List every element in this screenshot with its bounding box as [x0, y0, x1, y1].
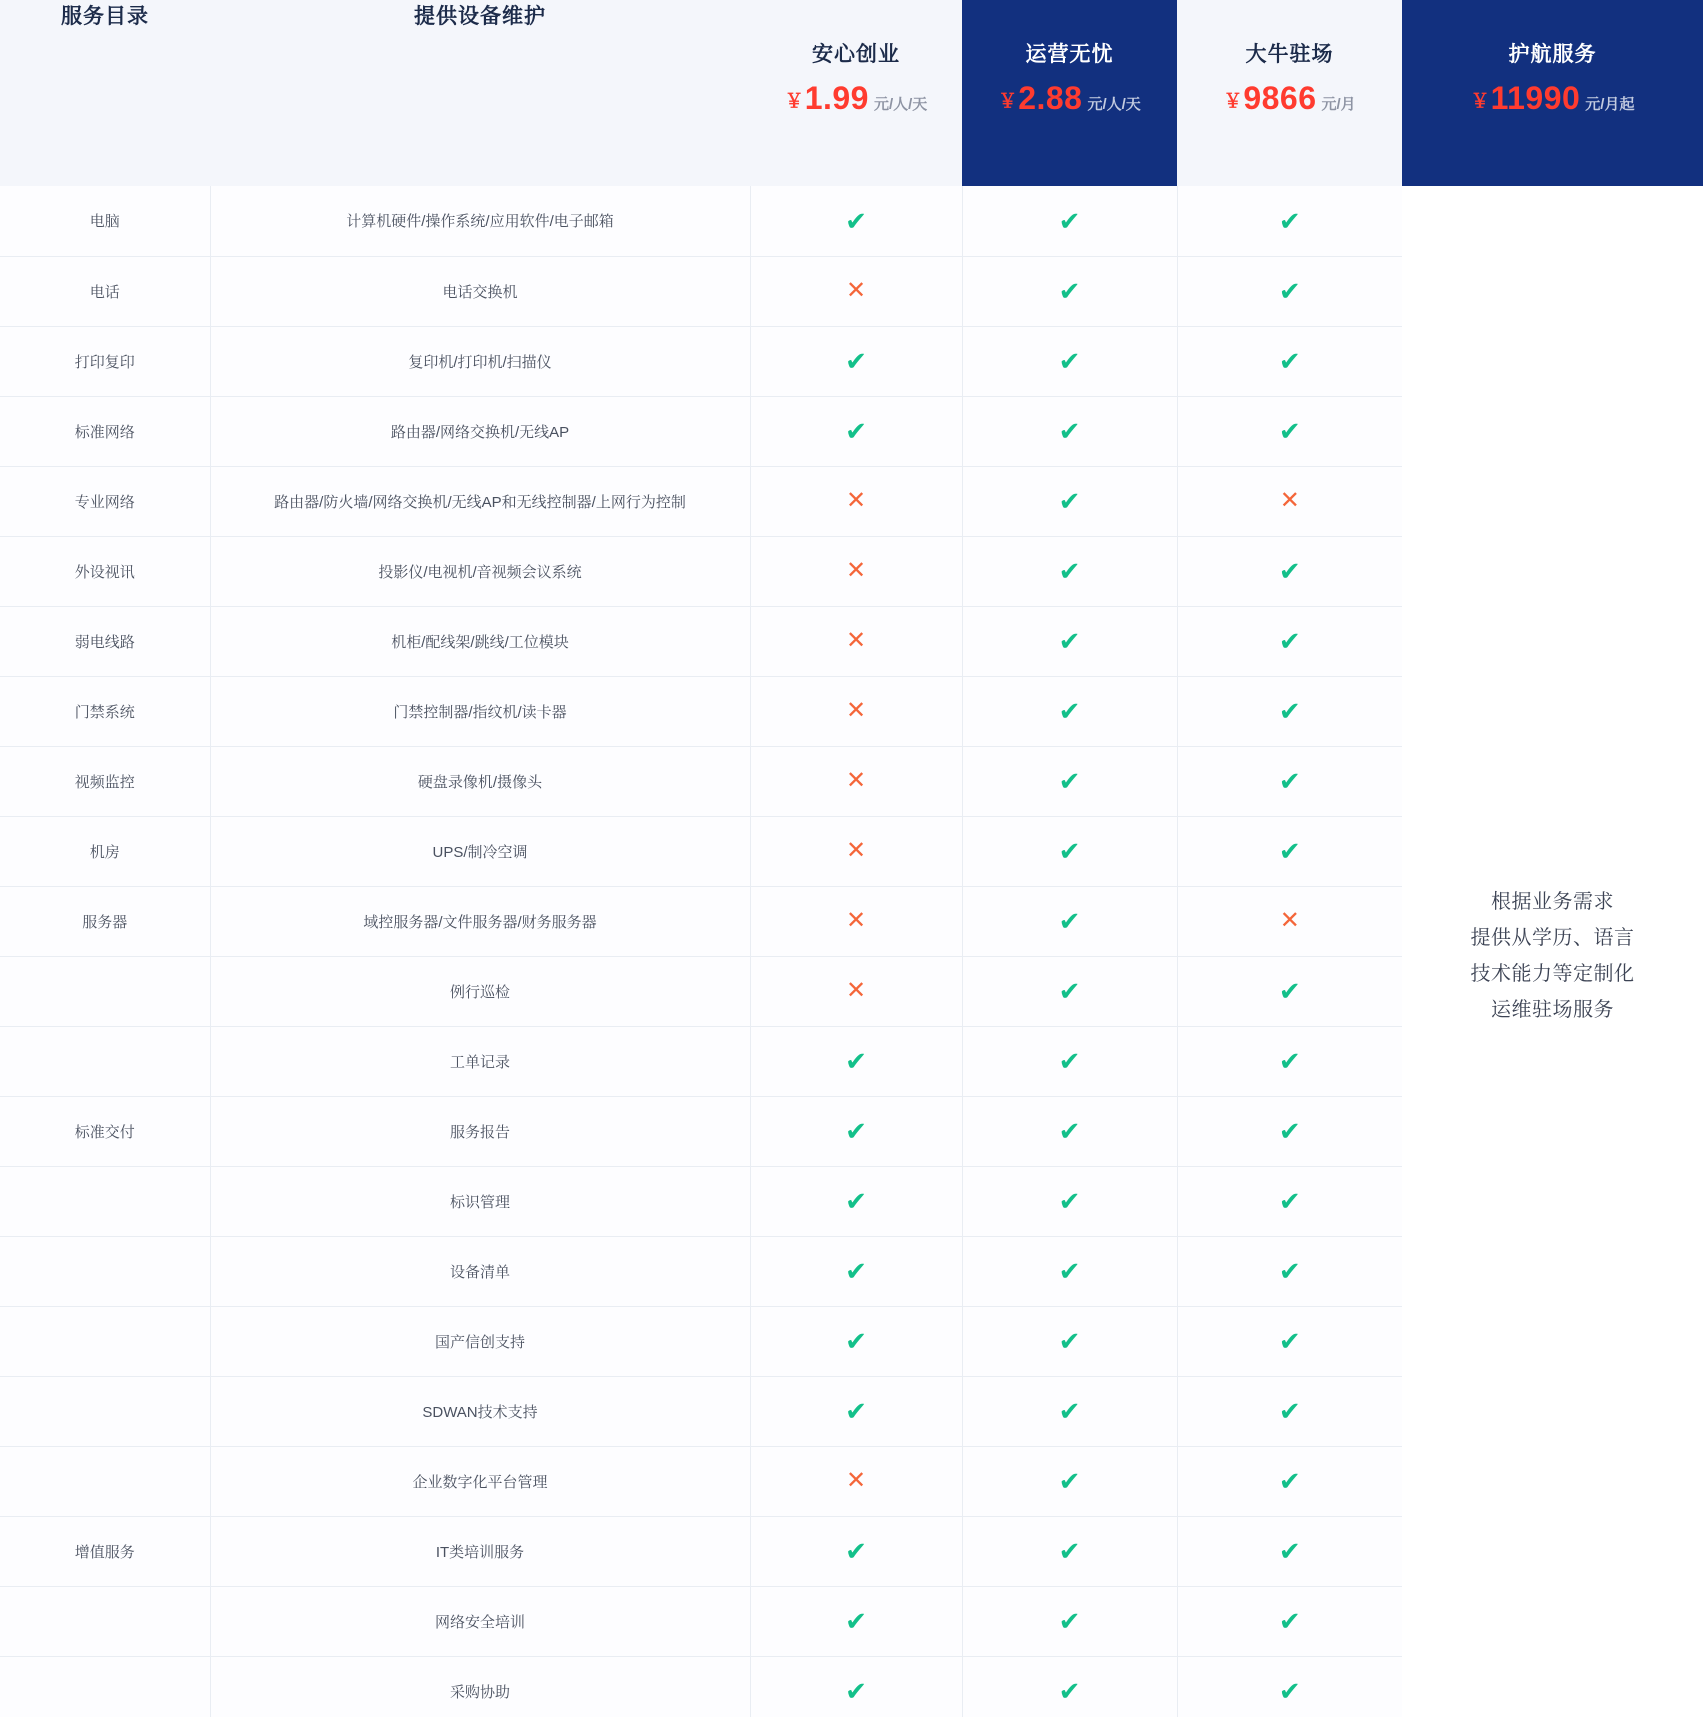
row-mark-plan-3: [1177, 746, 1402, 816]
row-category: 外设视讯: [0, 536, 210, 606]
header-plan-4[interactable]: [1402, 0, 1703, 186]
check-icon: ✔: [1278, 1186, 1301, 1216]
row-mark-plan-1: [750, 1096, 962, 1166]
row-description: 例行巡检: [210, 956, 750, 1026]
row-mark-plan-1: [750, 1306, 962, 1376]
check-icon: ✔: [1058, 906, 1081, 936]
row-category: [0, 1306, 210, 1376]
cross-icon: ✕: [1279, 907, 1300, 934]
row-mark-plan-2: [962, 536, 1177, 606]
row-mark-plan-2: [962, 396, 1177, 466]
row-mark-plan-3: [1177, 1586, 1402, 1656]
row-mark-plan-3: [1177, 676, 1402, 746]
row-mark-plan-3: [1177, 1026, 1402, 1096]
row-description: 路由器/防火墙/网络交换机/无线AP和无线控制器/上网行为控制: [210, 466, 750, 536]
table-body: [0, 186, 1703, 1717]
check-icon: ✔: [1058, 1676, 1081, 1706]
row-mark-plan-2: [962, 1516, 1177, 1586]
header-plan-2[interactable]: [962, 0, 1177, 186]
row-mark-plan-2: [962, 1166, 1177, 1236]
row-description: 复印机/打印机/扫描仪: [210, 326, 750, 396]
check-icon: ✔: [1058, 1396, 1081, 1426]
row-mark-plan-3: [1177, 326, 1402, 396]
plan-2-amount: 2.88: [1018, 80, 1083, 116]
row-mark-plan-1: [750, 536, 962, 606]
check-icon: ✔: [1278, 276, 1301, 306]
row-mark-plan-2: [962, 746, 1177, 816]
check-icon: ✔: [845, 416, 867, 446]
row-description: 硬盘录像机/摄像头: [210, 746, 750, 816]
check-icon: ✔: [1058, 836, 1081, 866]
row-mark-plan-2: [962, 326, 1177, 396]
row-category: 专业网络: [0, 466, 210, 536]
row-mark-plan-3: [1177, 1516, 1402, 1586]
row-category: 电脑: [0, 186, 210, 256]
row-mark-plan-1: [750, 1516, 962, 1586]
row-description: 门禁控制器/指纹机/读卡器: [210, 676, 750, 746]
custom-service-note-text: [1408, 884, 1697, 1028]
check-icon: ✔: [1278, 556, 1301, 586]
check-icon: ✔: [1278, 1326, 1301, 1356]
check-icon: ✔: [1058, 416, 1081, 446]
row-mark-plan-3: [1177, 1376, 1402, 1446]
row-category: 视频监控: [0, 746, 210, 816]
plan-1-currency: ￥: [784, 91, 804, 112]
table-header: [0, 0, 1703, 186]
check-icon: ✔: [1278, 1466, 1301, 1496]
check-icon: ✔: [1058, 976, 1081, 1006]
row-mark-plan-1: [750, 396, 962, 466]
row-description: 计算机硬件/操作系统/应用软件/电子邮箱: [210, 186, 750, 256]
custom-service-note: [1402, 186, 1703, 1717]
row-mark-plan-1: [750, 676, 962, 746]
check-icon: ✔: [1278, 1606, 1301, 1636]
row-category: 增值服务: [0, 1516, 210, 1586]
row-mark-plan-2: [962, 606, 1177, 676]
check-icon: ✔: [1278, 1256, 1301, 1286]
row-category: [0, 956, 210, 1026]
row-mark-plan-1: [750, 606, 962, 676]
row-category: 服务器: [0, 886, 210, 956]
row-category: 标准网络: [0, 396, 210, 466]
row-mark-plan-3: [1177, 606, 1402, 676]
row-mark-plan-1: [750, 886, 962, 956]
row-mark-plan-3: [1177, 1236, 1402, 1306]
check-icon: ✔: [1278, 1396, 1301, 1426]
row-mark-plan-1: [750, 1166, 962, 1236]
row-mark-plan-1: [750, 956, 962, 1026]
row-category: 门禁系统: [0, 676, 210, 746]
plan-card-4[interactable]: [1402, 0, 1703, 186]
plan-2-name: 运营无忧: [1025, 43, 1114, 66]
check-icon: ✔: [845, 346, 867, 376]
check-icon: ✔: [1278, 1536, 1301, 1566]
row-mark-plan-1: [750, 1586, 962, 1656]
row-mark-plan-2: [962, 1306, 1177, 1376]
row-mark-plan-1: [750, 326, 962, 396]
row-mark-plan-3: [1177, 396, 1402, 466]
cross-icon: ✕: [845, 557, 867, 584]
plan-4-name: 护航服务: [1508, 43, 1597, 66]
row-description: 采购协助: [210, 1656, 750, 1717]
row-mark-plan-1: [750, 1026, 962, 1096]
header-category: [0, 0, 210, 186]
check-icon: ✔: [1278, 1116, 1301, 1146]
plan-4-unit: 元/月起: [1585, 96, 1635, 113]
row-mark-plan-2: [962, 1026, 1177, 1096]
row-mark-plan-3: [1177, 536, 1402, 606]
row-description: 域控服务器/文件服务器/财务服务器: [210, 886, 750, 956]
plan-card-3[interactable]: [1177, 0, 1402, 186]
plan-4-currency: ￥: [1470, 91, 1490, 112]
row-mark-plan-1: [750, 466, 962, 536]
row-mark-plan-2: [962, 676, 1177, 746]
custom-service-note-line: 运维驻场服务: [1491, 999, 1614, 1021]
row-description: 国产信创支持: [210, 1306, 750, 1376]
plan-3-currency: ￥: [1223, 91, 1243, 112]
row-mark-plan-3: [1177, 466, 1402, 536]
row-mark-plan-2: [962, 956, 1177, 1026]
check-icon: ✔: [1058, 1326, 1081, 1356]
check-icon: ✔: [1058, 766, 1081, 796]
custom-service-note-line: 提供从学历、语言: [1470, 927, 1635, 949]
row-description: 企业数字化平台管理: [210, 1446, 750, 1516]
row-description: UPS/制冷空调: [210, 816, 750, 886]
row-mark-plan-1: [750, 816, 962, 886]
row-description: 路由器/网络交换机/无线AP: [210, 396, 750, 466]
check-icon: ✔: [1058, 1186, 1081, 1216]
row-mark-plan-3: [1177, 1166, 1402, 1236]
row-description: 电话交换机: [210, 256, 750, 326]
row-description: 设备清单: [210, 1236, 750, 1306]
row-description: 网络安全培训: [210, 1586, 750, 1656]
check-icon: ✔: [1058, 556, 1081, 586]
check-icon: ✔: [845, 205, 867, 236]
header-plan-1[interactable]: [750, 0, 962, 186]
row-mark-plan-2: [962, 1236, 1177, 1306]
check-icon: ✔: [845, 1396, 867, 1426]
plan-3-unit: 元/月: [1321, 96, 1356, 113]
row-mark-plan-2: [962, 1656, 1177, 1717]
check-icon: ✔: [845, 1606, 867, 1636]
check-icon: ✔: [1058, 1046, 1081, 1076]
check-icon: ✔: [845, 1116, 867, 1146]
row-mark-plan-1: [750, 1376, 962, 1446]
row-mark-plan-3: [1177, 956, 1402, 1026]
row-category: [0, 1446, 210, 1516]
cross-icon: ✕: [845, 977, 867, 1004]
row-description: 机柜/配线架/跳线/工位模块: [210, 606, 750, 676]
plan-3-price: [1177, 82, 1402, 114]
row-mark-plan-3: [1177, 256, 1402, 326]
row-mark-plan-3: [1177, 186, 1402, 256]
row-mark-plan-3: [1177, 1656, 1402, 1717]
row-mark-plan-2: [962, 186, 1177, 256]
row-category: 电话: [0, 256, 210, 326]
custom-service-note-line: 技术能力等定制化: [1470, 963, 1635, 985]
row-description: 标识管理: [210, 1166, 750, 1236]
row-category: [0, 1166, 210, 1236]
header-plan-3[interactable]: [1177, 0, 1402, 186]
check-icon: ✔: [1278, 1676, 1301, 1706]
row-mark-plan-3: [1177, 1096, 1402, 1166]
row-description: 投影仪/电视机/音视频会议系统: [210, 536, 750, 606]
custom-service-note-line: 根据业务需求: [1491, 891, 1614, 913]
plan-3-name: 大牛驻场: [1245, 43, 1334, 66]
header-category-label: 服务目录: [0, 0, 210, 186]
check-icon: ✔: [845, 1326, 867, 1356]
row-mark-plan-1: [750, 1446, 962, 1516]
check-icon: ✔: [1058, 1536, 1081, 1566]
check-icon: ✔: [1278, 346, 1301, 376]
row-mark-plan-3: [1177, 886, 1402, 956]
plan-card-2[interactable]: [962, 0, 1177, 186]
plan-2-currency: ￥: [998, 91, 1018, 112]
check-icon: ✔: [1278, 1046, 1301, 1076]
check-icon: ✔: [1058, 346, 1081, 376]
row-mark-plan-1: [750, 186, 962, 256]
plan-3-amount: 9866: [1243, 80, 1317, 116]
cross-icon: ✕: [845, 487, 867, 514]
row-category: 标准交付: [0, 1096, 210, 1166]
check-icon: ✔: [1058, 486, 1081, 516]
cross-icon: ✕: [1279, 487, 1300, 514]
plan-1-name: 安心创业: [812, 43, 900, 66]
row-mark-plan-3: [1177, 1446, 1402, 1516]
check-icon: ✔: [845, 1256, 867, 1286]
row-mark-plan-2: [962, 1096, 1177, 1166]
row-category: [0, 1026, 210, 1096]
table-row: [0, 186, 1703, 256]
check-icon: ✔: [1058, 1466, 1081, 1496]
cross-icon: ✕: [845, 697, 867, 724]
check-icon: ✔: [1278, 766, 1301, 796]
plan-4-amount: 11990: [1490, 80, 1581, 116]
row-category: 打印复印: [0, 326, 210, 396]
check-icon: ✔: [1058, 626, 1081, 656]
row-category: [0, 1586, 210, 1656]
header-description: [210, 0, 750, 186]
row-mark-plan-3: [1177, 1306, 1402, 1376]
row-description: 工单记录: [210, 1026, 750, 1096]
check-icon: ✔: [1058, 696, 1081, 726]
cross-icon: ✕: [845, 907, 867, 934]
row-mark-plan-2: [962, 1376, 1177, 1446]
row-mark-plan-1: [750, 256, 962, 326]
row-category: 机房: [0, 816, 210, 886]
cross-icon: ✕: [845, 1467, 867, 1494]
plan-2-price: [962, 82, 1177, 114]
row-category: 弱电线路: [0, 606, 210, 676]
row-mark-plan-2: [962, 816, 1177, 886]
check-icon: ✔: [1058, 1116, 1081, 1146]
plan-card-1[interactable]: [750, 0, 962, 186]
row-mark-plan-1: [750, 746, 962, 816]
plan-1-amount: 1.99: [804, 80, 869, 116]
row-mark-plan-1: [750, 1656, 962, 1717]
check-icon: ✔: [1278, 976, 1301, 1006]
check-icon: ✔: [845, 1046, 867, 1076]
check-icon: ✔: [1278, 696, 1301, 726]
cross-icon: ✕: [845, 627, 867, 654]
check-icon: ✔: [1058, 1606, 1081, 1636]
plan-1-price: [750, 82, 962, 114]
row-mark-plan-2: [962, 886, 1177, 956]
cross-icon: ✕: [845, 767, 867, 794]
row-category: [0, 1656, 210, 1717]
row-description: IT类培训服务: [210, 1516, 750, 1586]
row-description: SDWAN技术支持: [210, 1376, 750, 1446]
check-icon: ✔: [1058, 1256, 1081, 1286]
check-icon: ✔: [1058, 205, 1081, 236]
header-description-label: 提供设备维护: [210, 0, 750, 186]
row-category: [0, 1236, 210, 1306]
check-icon: ✔: [1278, 205, 1301, 236]
cross-icon: ✕: [845, 837, 867, 864]
row-mark-plan-2: [962, 1586, 1177, 1656]
row-mark-plan-3: [1177, 816, 1402, 886]
check-icon: ✔: [845, 1676, 867, 1706]
plan-4-price: [1402, 82, 1703, 114]
check-icon: ✔: [1278, 416, 1301, 446]
row-category: [0, 1376, 210, 1446]
row-mark-plan-2: [962, 466, 1177, 536]
plan-2-unit: 元/人/天: [1087, 96, 1141, 113]
row-description: 服务报告: [210, 1096, 750, 1166]
row-mark-plan-2: [962, 256, 1177, 326]
check-icon: ✔: [1278, 626, 1301, 656]
check-icon: ✔: [1278, 836, 1301, 866]
check-icon: ✔: [845, 1536, 867, 1566]
check-icon: ✔: [1058, 276, 1081, 306]
check-icon: ✔: [845, 1186, 867, 1216]
cross-icon: ✕: [845, 277, 867, 304]
row-mark-plan-2: [962, 1446, 1177, 1516]
row-mark-plan-1: [750, 1236, 962, 1306]
plan-1-unit: 元/人/天: [873, 96, 928, 113]
